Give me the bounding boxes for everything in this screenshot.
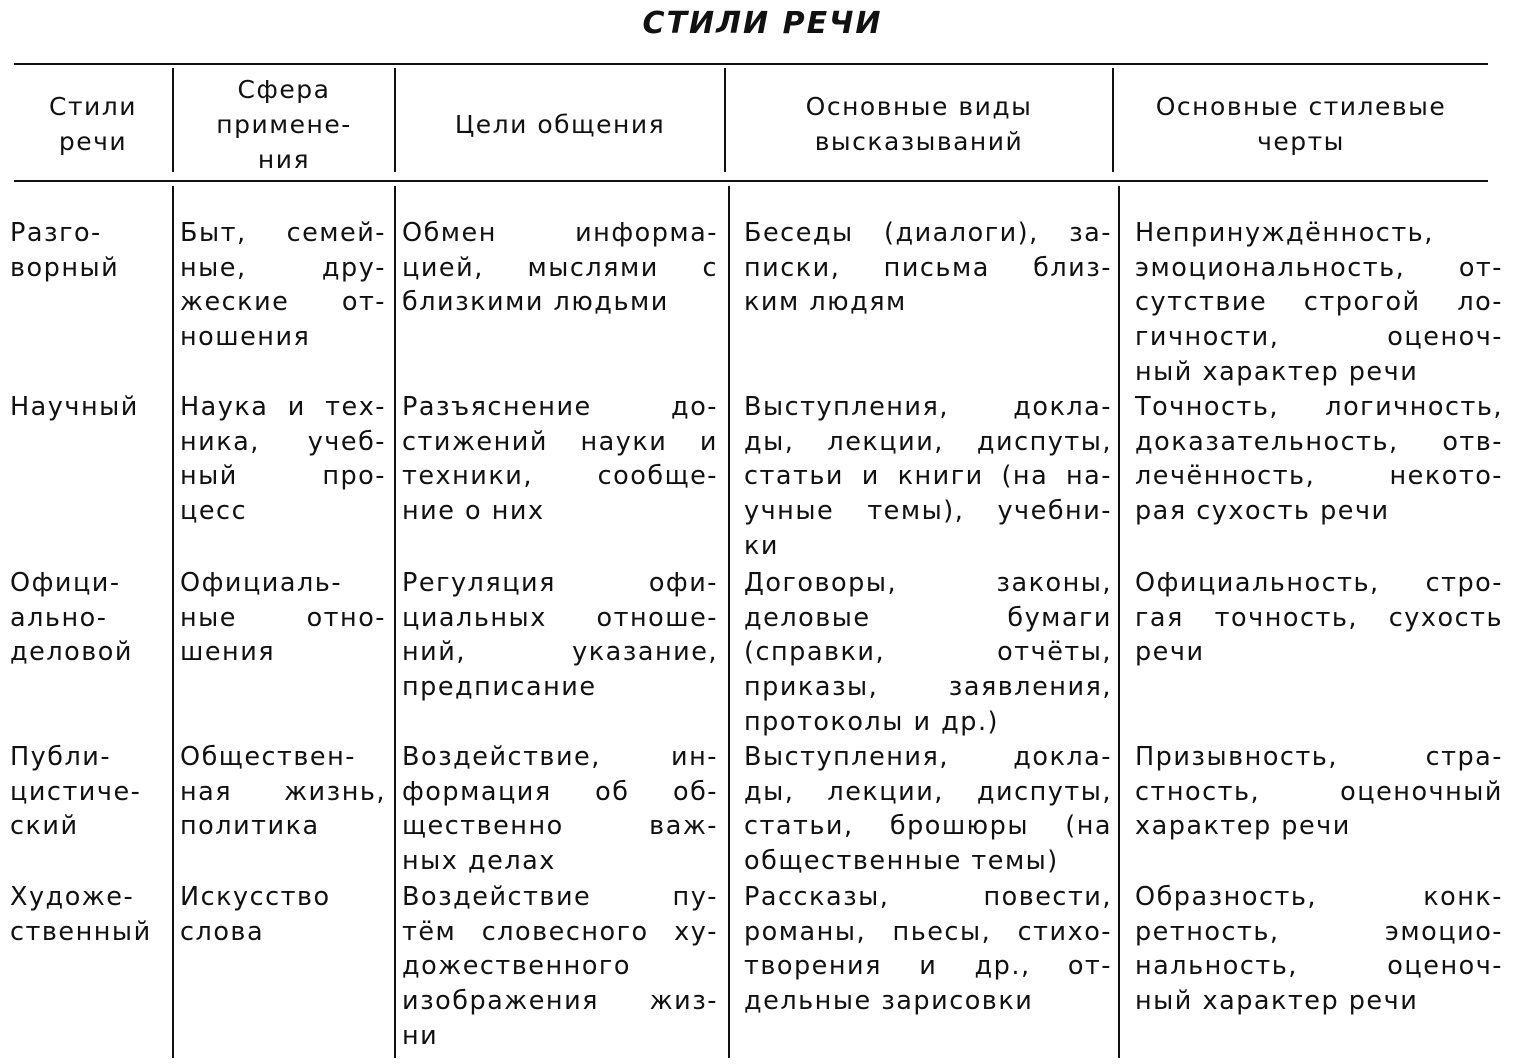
cell-style-features (1135, 216, 1503, 389)
cell-line: ды, лекции, диспуты, (744, 776, 1112, 807)
cell-line: изображения жиз- (402, 986, 718, 1017)
cell-goals (402, 390, 718, 529)
cell-line: ный характер речи (1135, 986, 1419, 1017)
cell-line: цесс (180, 496, 248, 527)
cell-line: ние о них (402, 496, 545, 527)
cell-sphere (180, 880, 386, 949)
cell-line: ных делах (402, 846, 556, 877)
table-row (0, 566, 1525, 740)
cell-line: ные, дру- (180, 252, 386, 283)
table-row (0, 216, 1525, 390)
cell-line: ника, учеб- (180, 426, 386, 457)
cell-style-features (1135, 880, 1503, 1019)
cell-line: Непринуждённость, (1135, 218, 1434, 248)
cell-line: цией, мыслями с (402, 252, 718, 283)
cell-line: Научный (10, 392, 139, 422)
cell-style-name (10, 566, 168, 670)
cell-line: Выступления, докла- (744, 742, 1112, 772)
table-row (0, 880, 1525, 1054)
cell-style-name (10, 880, 168, 949)
cell-sphere (180, 740, 386, 844)
table-row (0, 390, 1525, 566)
cell-sphere (180, 566, 386, 670)
cell-line: Разъяснение до- (402, 392, 718, 422)
cell-line: ношения (180, 322, 311, 353)
cell-line: слова (180, 916, 265, 947)
cell-line: гая точность, сухость (1135, 602, 1503, 633)
cell-line: ворный (10, 252, 120, 283)
cell-line: Офици- (10, 568, 121, 598)
header-cell-utterance-types: Основные виды высказываний (805, 92, 1033, 156)
header-cell-sphere: Сфера примене- ния (216, 74, 352, 174)
cell-line: жеские от- (180, 287, 386, 318)
cell-line: стижений науки и (402, 426, 718, 457)
cell-line: Художе- (10, 882, 135, 912)
cell-utterance-types (744, 390, 1112, 563)
cell-line: Наука и тех- (180, 392, 386, 422)
cell-line: деловые бумаги (744, 602, 1112, 633)
cell-line: приказы, заявления, (744, 672, 1112, 703)
cell-utterance-types (744, 740, 1112, 879)
page-title: СТИЛИ РЕЧИ (642, 6, 883, 41)
cell-line: ные отно- (180, 602, 386, 633)
cell-line: Точность, логичность, (1135, 392, 1503, 422)
cell-line: Официальность, стро- (1135, 568, 1503, 598)
cell-line: нальность, оценоч- (1135, 951, 1503, 982)
cell-line: (справки, отчёты, (744, 637, 1112, 668)
cell-line: эмоциональность, от- (1135, 252, 1503, 283)
cell-line: творения и др., от- (744, 951, 1112, 982)
cell-line: ды, лекции, диспуты, (744, 426, 1112, 457)
cell-sphere (180, 216, 386, 355)
cell-line: близкими людьми (402, 287, 669, 318)
cell-line: деловой (10, 637, 133, 668)
cell-utterance-types (744, 566, 1112, 739)
cell-style-name (10, 390, 168, 425)
cell-line: ный характер речи (1135, 356, 1419, 387)
cell-line: лечённость, некото- (1135, 461, 1503, 492)
cell-line: тём словесного ху- (402, 916, 718, 947)
cell-line: ки (744, 530, 779, 561)
cell-line: ственный (10, 916, 152, 947)
cell-line: Обществен- (180, 742, 356, 772)
cell-line: ский (10, 811, 79, 842)
cell-line: Официаль- (180, 568, 343, 598)
cell-line: писки, письма близ- (744, 252, 1112, 283)
cell-line: Выступления, докла- (744, 392, 1112, 422)
header-bottom-rule (14, 180, 1488, 182)
cell-line: общественные темы) (744, 846, 1059, 877)
cell-style-features (1135, 390, 1503, 529)
cell-style-features (1135, 566, 1503, 670)
cell-utterance-types (744, 880, 1112, 1019)
cell-line: Воздействие пу- (402, 882, 718, 912)
cell-sphere (180, 390, 386, 529)
cell-line: Искусство (180, 882, 331, 912)
cell-line: техники, сообще- (402, 461, 718, 492)
cell-line: статьи и книги (на на- (744, 461, 1112, 492)
header-cell-style-features: Основные стилевые черты (1155, 92, 1447, 156)
cell-line: Договоры, законы, (744, 568, 1112, 598)
cell-line: рая сухость речи (1135, 496, 1390, 527)
cell-line: Рассказы, повести, (744, 882, 1112, 912)
cell-line: протоколы и др.) (744, 706, 1000, 737)
cell-line: ким людям (744, 287, 907, 318)
cell-line: характер речи (1135, 811, 1351, 842)
cell-utterance-types (744, 216, 1112, 320)
cell-style-name (10, 216, 168, 285)
header-cell-styles: Стили речи (49, 92, 137, 156)
cell-line: Воздействие, ин- (402, 742, 718, 772)
cell-line: дельные зарисовки (744, 986, 1034, 1017)
cell-line: формация об об- (402, 776, 718, 807)
cell-line: цистиче- (10, 776, 142, 807)
cell-line: ная жизнь, (180, 776, 386, 807)
cell-goals (402, 216, 718, 320)
cell-line: ально- (10, 602, 108, 633)
cell-style-name (10, 740, 168, 844)
cell-line: ни (402, 1020, 439, 1051)
cell-line: шения (180, 637, 276, 668)
cell-line: Обмен информа- (402, 218, 718, 248)
cell-line: дожественного (402, 951, 631, 982)
cell-line: политика (180, 811, 320, 842)
cell-line: Разго- (10, 218, 102, 248)
cell-line: Быт, семей- (180, 218, 386, 248)
cell-line: статьи, брошюры (на (744, 811, 1112, 842)
cell-line: ретность, эмоцио- (1135, 916, 1503, 947)
cell-line: циальных отноше- (402, 602, 718, 633)
cell-line: ний, указание, (402, 637, 718, 668)
cell-line: Образность, конк- (1135, 882, 1503, 912)
cell-line: ный про- (180, 461, 386, 492)
header-cell-goals: Цели общения (454, 109, 666, 139)
cell-line: доказательность, отв- (1135, 426, 1503, 457)
cell-line: Регуляция офи- (402, 568, 718, 598)
table-body (0, 216, 1525, 1054)
cell-line: Призывность, стра- (1135, 742, 1503, 772)
cell-line: стность, оценочный (1135, 776, 1503, 807)
table-top-rule (14, 63, 1488, 65)
cell-line: гичности, оценоч- (1135, 322, 1503, 353)
cell-goals (402, 740, 718, 879)
cell-line: предписание (402, 672, 597, 703)
cell-line: романы, пьесы, стихо- (744, 916, 1112, 947)
cell-goals (402, 880, 718, 1053)
cell-line: сутствие строгой ло- (1135, 287, 1503, 318)
cell-line: Публи- (10, 742, 112, 772)
cell-line: речи (1135, 637, 1205, 668)
cell-line: учные темы), учебни- (744, 496, 1112, 527)
table-row (0, 740, 1525, 880)
cell-goals (402, 566, 718, 705)
cell-line: Беседы (диалоги), за- (744, 218, 1112, 248)
cell-line: щественно важ- (402, 811, 718, 842)
cell-style-features (1135, 740, 1503, 844)
